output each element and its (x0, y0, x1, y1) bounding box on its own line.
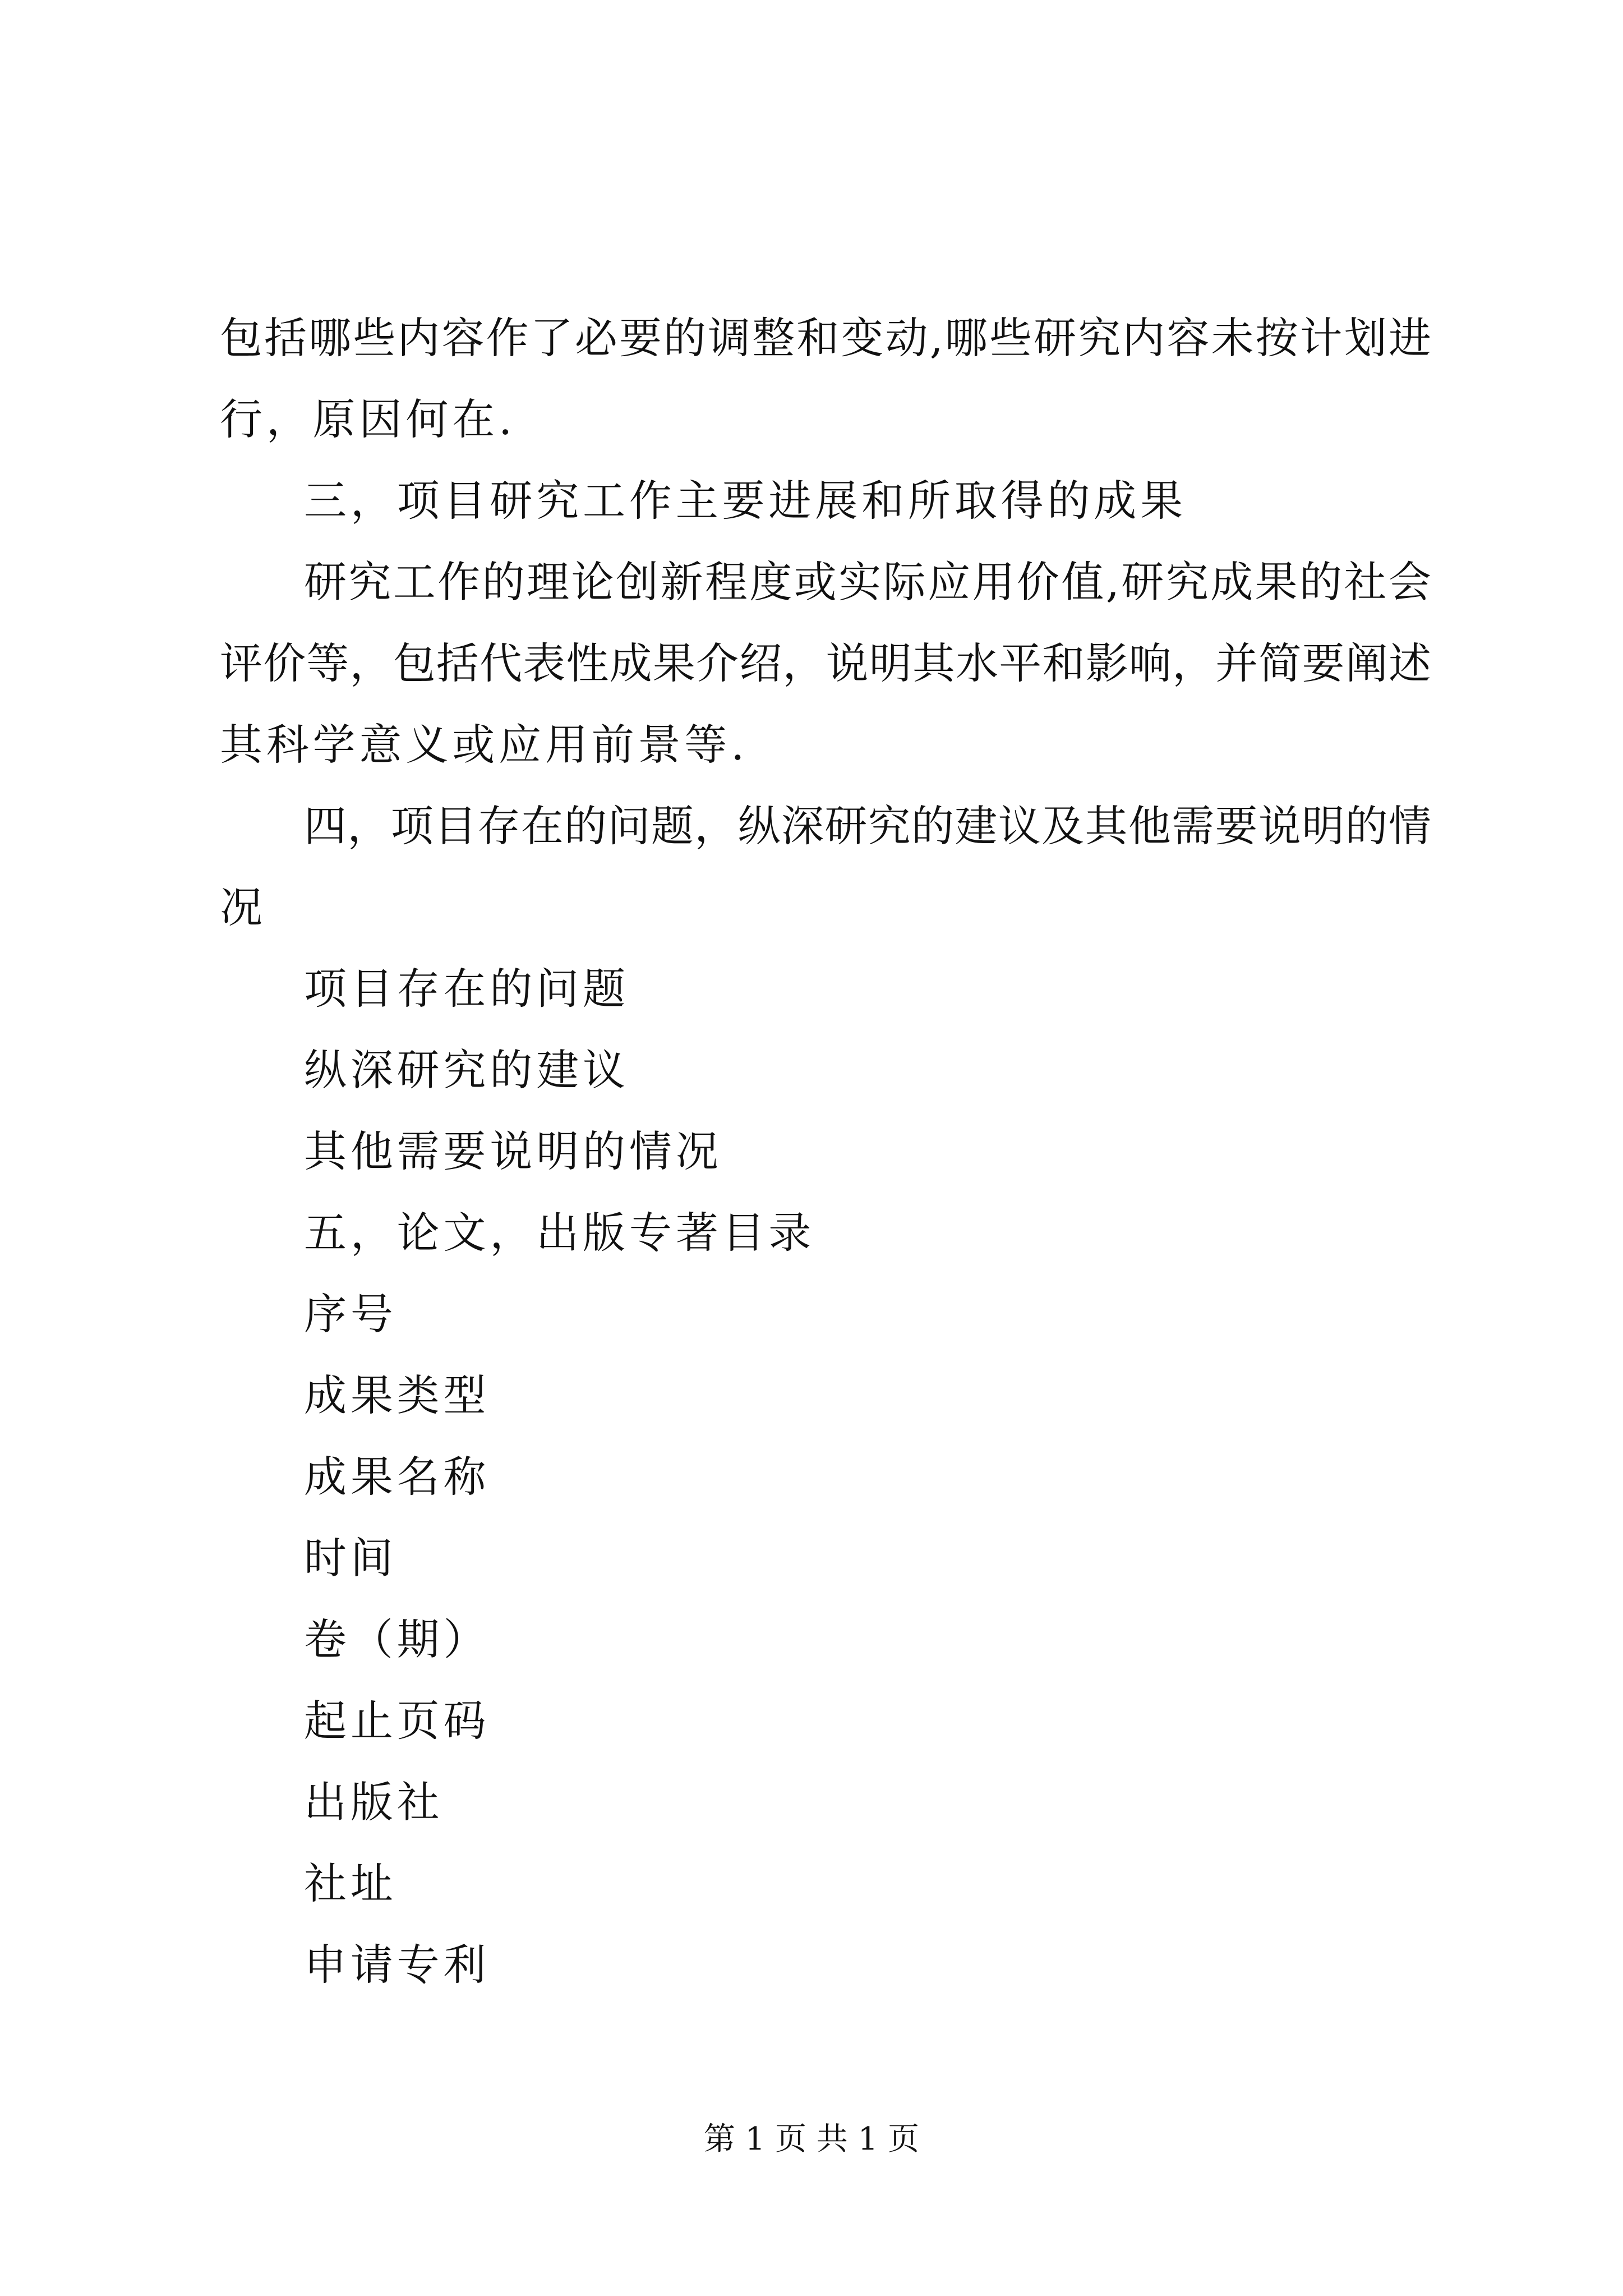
list-item: 时间 (304, 1533, 397, 1583)
paragraph-1-line-2: 行，原因何在. (220, 394, 517, 444)
paragraph-1-line-1: 包括哪些内容作了必要的调整和变动,哪些研究内容未按计划进 (220, 313, 1431, 363)
list-item: 卷（期） (304, 1614, 490, 1664)
list-item: 序号 (304, 1289, 397, 1339)
section-heading-3: 三，项目研究工作主要进展和所取得的成果 (304, 476, 1187, 526)
list-item: 成果类型 (304, 1370, 490, 1420)
list-item: 其他需要说明的情况 (304, 1126, 722, 1176)
list-item: 社址 (304, 1858, 397, 1908)
paragraph-3-line-1: 研究工作的理论创新程度或实际应用价值,研究成果的社会 (304, 557, 1431, 607)
section-heading-5: 五，论文，出版专著目录 (304, 1208, 815, 1258)
list-item: 申请专利 (304, 1940, 490, 1990)
section-heading-4-line-1: 四，项目存在的问题，纵深研究的建议及其他需要说明的情 (304, 801, 1431, 851)
list-item: 出版社 (304, 1777, 444, 1827)
list-item: 成果名称 (304, 1452, 490, 1502)
paragraph-3-line-3: 其科学意义或应用前景等. (220, 720, 749, 770)
page-number-footer: 第 1 页 共 1 页 (703, 2121, 920, 2157)
paragraph-3-line-2: 评价等，包括代表性成果介绍，说明其水平和影响，并简要阐述 (220, 638, 1431, 688)
section-heading-4-line-2: 况 (220, 882, 266, 932)
list-item: 项目存在的问题 (304, 964, 629, 1014)
list-item: 纵深研究的建议 (304, 1045, 629, 1095)
list-item: 起止页码 (304, 1696, 490, 1746)
